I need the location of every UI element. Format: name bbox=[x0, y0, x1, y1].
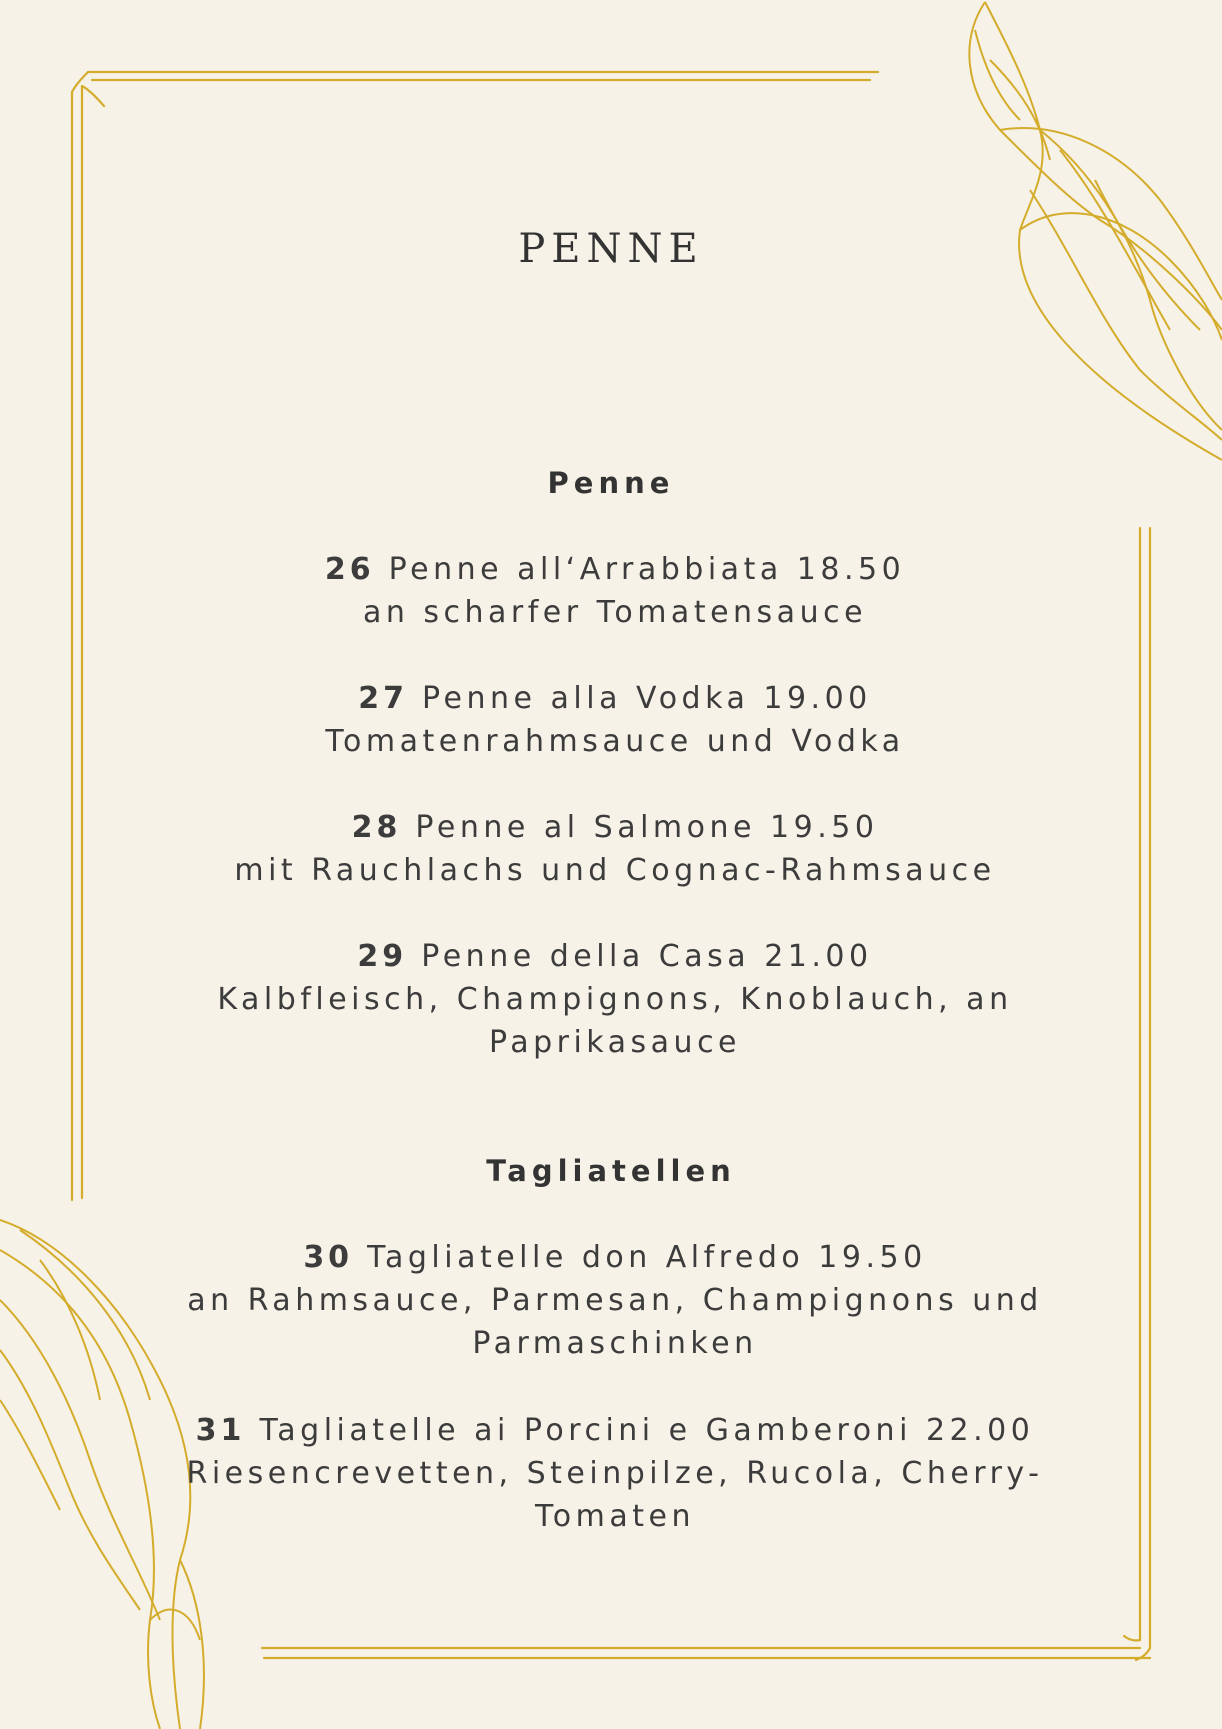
menu-item-title-line bbox=[140, 548, 1090, 591]
page-title: PENNE bbox=[518, 226, 704, 272]
item-description: Tomatenrahmsauce und Vodka bbox=[325, 724, 905, 759]
menu-item-title-line bbox=[140, 677, 1090, 720]
section-heading-tagliatellen: Tagliatellen bbox=[486, 1154, 736, 1188]
item-name: Penne alla Vodka bbox=[422, 681, 750, 716]
item-description: Riesencrevetten, Steinpilze, Rucola, Cherry-Tomaten bbox=[186, 1456, 1044, 1534]
item-price: 18.50 bbox=[796, 552, 906, 587]
menu-item-title-line bbox=[140, 935, 1090, 978]
item-price: 19.00 bbox=[763, 681, 872, 716]
item-description: mit Rauchlachs und Cognac-Rahmsauce bbox=[234, 853, 996, 888]
menu-item-title-line bbox=[140, 1409, 1090, 1452]
item-number: 27 bbox=[358, 681, 408, 716]
menu-item bbox=[140, 806, 1090, 892]
item-description: an scharfer Tomatensauce bbox=[362, 595, 868, 630]
item-name: Tagliatelle don Alfredo bbox=[367, 1240, 805, 1275]
item-number: 30 bbox=[303, 1240, 354, 1275]
item-number: 29 bbox=[357, 939, 408, 974]
item-description: an Rahmsauce, Parmesan, Champignons und Parmaschinken bbox=[187, 1283, 1043, 1361]
menu-item bbox=[140, 1409, 1090, 1538]
item-name: Penne al Salmone bbox=[415, 810, 756, 845]
section-heading-penne: Penne bbox=[547, 466, 675, 500]
item-number: 28 bbox=[351, 810, 402, 845]
item-price: 22.00 bbox=[925, 1413, 1035, 1448]
item-description: Kalbfleisch, Champignons, Knoblauch, an Paprikasauce bbox=[217, 982, 1013, 1060]
menu-item bbox=[140, 935, 1090, 1064]
menu-item bbox=[140, 548, 1090, 634]
item-name: Penne della Casa bbox=[421, 939, 751, 974]
menu-item-title-line bbox=[140, 806, 1090, 849]
item-price: 19.50 bbox=[818, 1240, 927, 1275]
item-number: 31 bbox=[195, 1413, 246, 1448]
item-price: 19.50 bbox=[770, 810, 879, 845]
menu-item-title-line bbox=[140, 1236, 1090, 1279]
menu-item bbox=[140, 1236, 1090, 1365]
menu-item bbox=[140, 677, 1090, 763]
item-number: 26 bbox=[324, 552, 375, 587]
item-price: 21.00 bbox=[764, 939, 873, 974]
item-name: Tagliatelle ai Porcini e Gamberoni bbox=[259, 1413, 912, 1448]
item-name: Penne all‘Arrabbiata bbox=[388, 552, 783, 587]
